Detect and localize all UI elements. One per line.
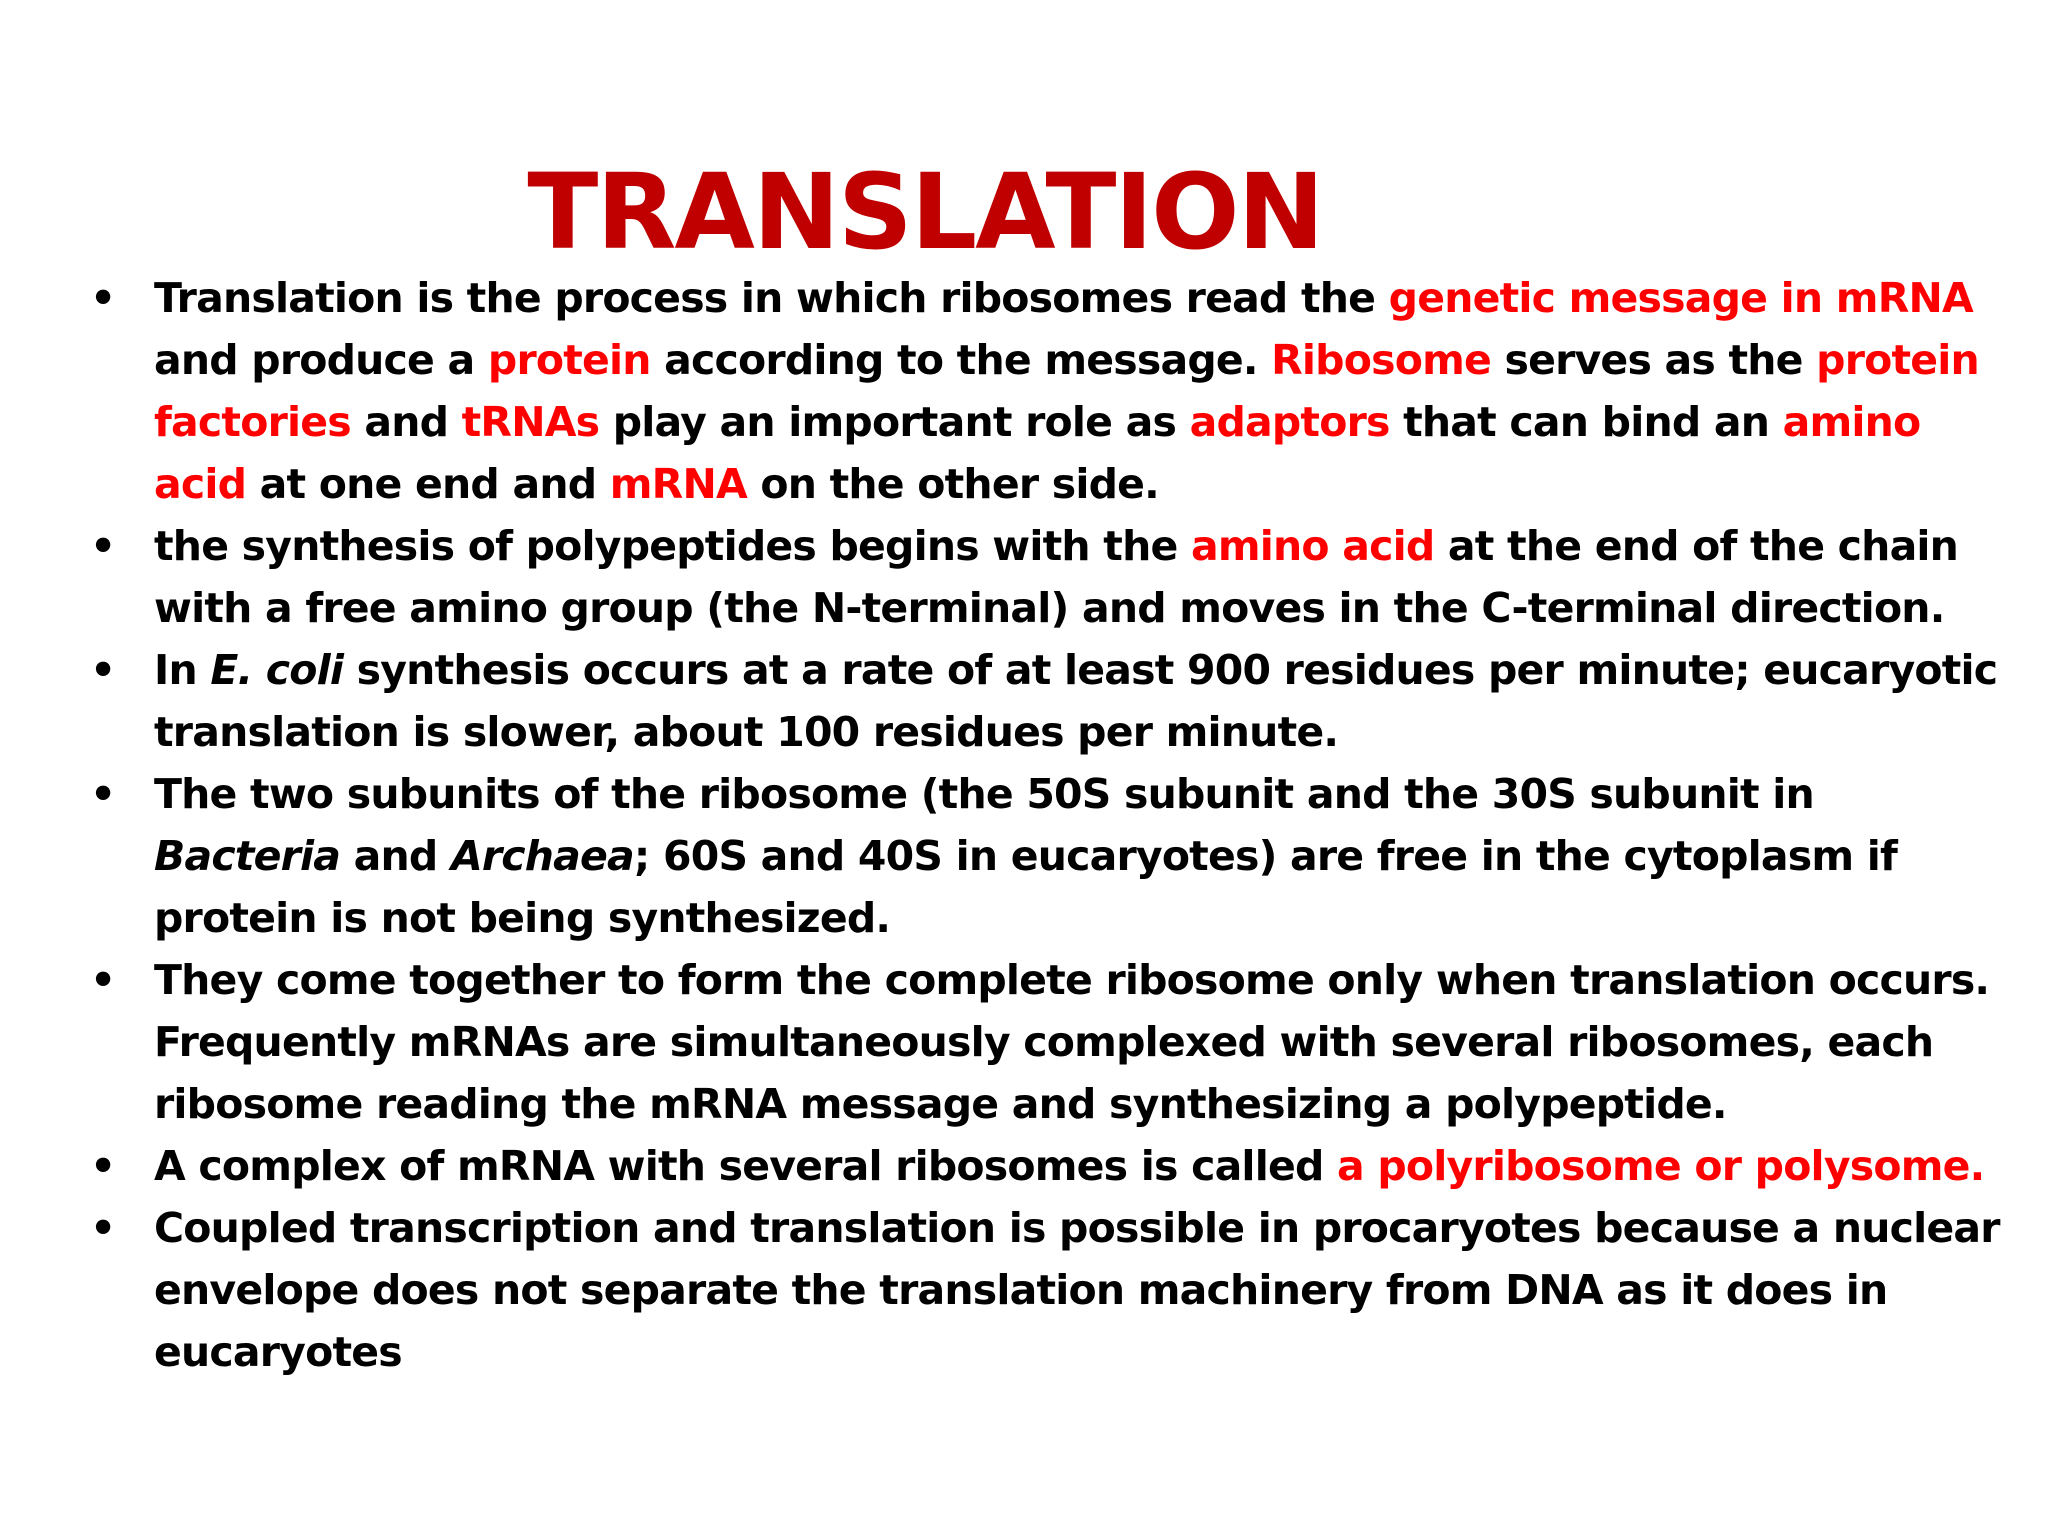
bullet-text: at one end and [246, 460, 610, 508]
bullet-text: at the end of the chain with a free amino group (the N-terminal) and moves in the C-terminal direction. [154, 522, 1959, 632]
bullet-list [90, 267, 2010, 1383]
bullet-icon: • [90, 522, 116, 570]
bullet-item [90, 267, 2010, 515]
slide-title: TRANSLATION [527, 151, 1323, 273]
bullet-icon: • [90, 770, 116, 818]
highlighted-term: amino acid [1190, 522, 1435, 570]
bullet-text: synthesis occurs at a rate of at least 900 residues per minute; eucaryotic translation is slower, about 100 residues per minute. [154, 646, 1998, 756]
bullet-text: that can bind an [1389, 398, 1783, 446]
bullet-icon: • [90, 956, 116, 1004]
bullet-item [90, 949, 2010, 1135]
highlighted-term: protein [487, 336, 651, 384]
bullet-text: serves as the [1491, 336, 1817, 384]
bullet-text: and produce a [154, 336, 488, 384]
bullet-item [90, 639, 2010, 763]
bullet-text: play an important role as [599, 398, 1190, 446]
highlighted-term: a polyribosome or polysome. [1336, 1142, 1985, 1190]
bullet-text: the synthesis of polypeptides begins with the [154, 522, 1191, 570]
bullet-item [90, 1197, 2010, 1383]
highlighted-term: mRNA [609, 460, 747, 508]
highlighted-term: Ribosome [1271, 336, 1491, 384]
italic-term: Bacteria [154, 832, 341, 880]
highlighted-term: amino acid [154, 398, 1921, 508]
bullet-icon: • [90, 646, 116, 694]
highlighted-term: adaptors [1189, 398, 1390, 446]
bullet-text: and [350, 398, 462, 446]
highlighted-term: genetic message in mRNA [1388, 274, 1973, 322]
bullet-icon: • [90, 274, 116, 322]
italic-term: Archaea [450, 832, 634, 880]
bullet-item [90, 515, 2010, 639]
highlighted-term: protein factories [154, 336, 1979, 446]
bullet-item [90, 763, 2010, 949]
bullet-icon: • [90, 1204, 116, 1252]
bullet-text: In [154, 646, 211, 694]
bullet-text: They come together to form the complete ribosome only when translation occurs. Frequently mRNAs are simultaneously complexed with several ribosomes, each ribosome reading the mRNA message and synthesizing a polypeptide. [154, 956, 1990, 1128]
bullet-icon: • [90, 1142, 116, 1190]
bullet-text: ; 60S and 40S in eucaryotes) are free in the cytoplasm if protein is not being synthesized. [154, 832, 1898, 942]
bullet-text: A complex of mRNA with several ribosomes is called [154, 1142, 1337, 1190]
bullet-text: Coupled transcription and translation is possible in procaryotes because a nuclear envelope does not separate the translation machinery from DNA as it does in eucaryotes [154, 1204, 2000, 1376]
italic-term: E. coli [210, 646, 344, 694]
bullet-item [90, 1135, 2010, 1197]
highlighted-term: tRNAs [461, 398, 600, 446]
bullet-text: on the other side. [746, 460, 1159, 508]
bullet-text: and [340, 832, 451, 880]
bullet-text: The two subunits of the ribosome (the 50S subunit and the 30S subunit in [154, 770, 1814, 818]
bullet-text: according to the message. [650, 336, 1272, 384]
bullet-text: Translation is the process in which ribosomes read the [154, 274, 1389, 322]
